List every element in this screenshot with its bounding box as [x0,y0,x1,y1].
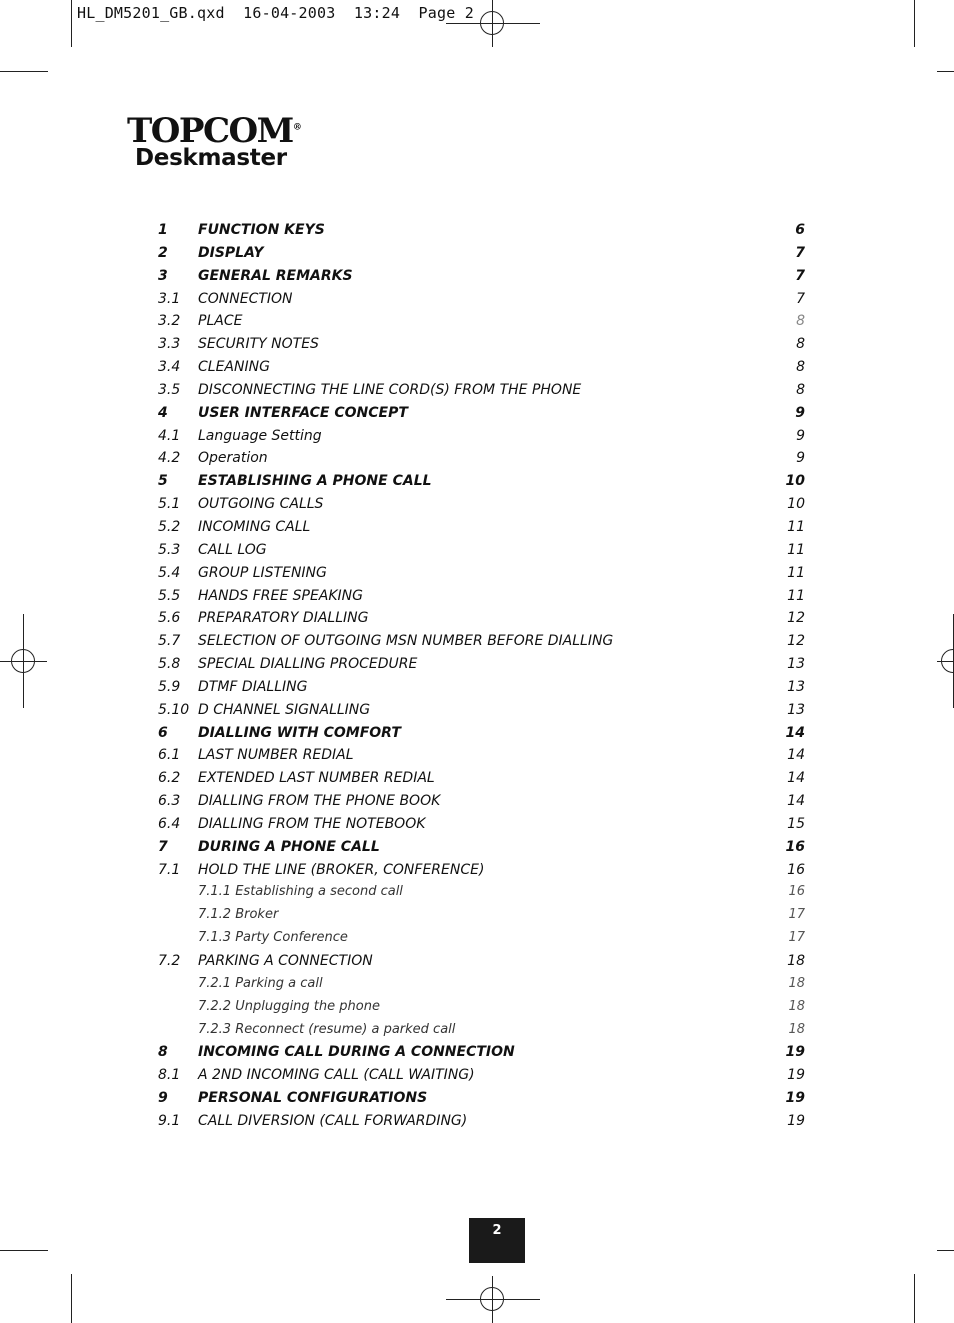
toc-entry-title: HANDS FREE SPEAKING [198,587,363,604]
toc-entry [158,722,805,745]
toc-entry-page: 13 [787,701,805,718]
toc-entry-page: 8 [796,359,805,376]
toc-entry-page: 15 [787,815,805,832]
toc-entry-number: 3.3 [158,336,181,353]
toc-entry-title: Operation [198,450,268,467]
toc-entry-page: 9 [796,427,805,444]
toc-entry-page: 13 [787,656,805,673]
toc-entry-title: Language Setting [198,427,322,444]
registration-mark-icon [480,11,504,35]
toc-entry [158,539,805,562]
toc-entry [158,904,805,927]
toc-entry-title: FUNCTION KEYS [198,222,325,238]
topcom-logo: TOPCOM® [127,111,302,151]
toc-entry-title: 7.2.2 Unplugging the phone [198,998,380,1014]
toc-entry-page: 6 [795,222,805,238]
toc-entry [158,265,805,288]
toc-entry [158,562,805,585]
toc-entry-title: DURING A PHONE CALL [198,838,380,855]
toc-entry-number: 8 [158,1044,168,1061]
toc-entry [158,1064,805,1087]
toc-entry-title: DTMF DIALLING [198,678,308,695]
toc-entry-number: 8.1 [158,1067,181,1084]
toc-entry [158,288,805,311]
toc-entry-page: 8 [796,313,805,330]
toc-entry-number: 6.2 [158,770,181,787]
toc-entry-number: 9.1 [158,1112,181,1129]
toc-entry-number: 7 [158,838,168,855]
toc-entry-page: 13 [787,678,805,695]
crop-mark [71,0,72,47]
toc-entry [158,996,805,1019]
toc-entry [158,859,805,882]
toc-entry-title: PERSONAL CONFIGURATIONS [198,1090,428,1107]
toc-entry-number: 5.7 [158,633,181,650]
toc-entry-title: 7.1.1 Establishing a second call [198,884,403,900]
registration-mark-icon [480,1287,504,1311]
crop-mark [71,1274,72,1323]
toc-entry-title: DIALLING WITH COMFORT [198,724,401,741]
crop-mark [0,1250,48,1251]
toc-entry-title: EXTENDED LAST NUMBER REDIAL [198,770,435,787]
toc-entry [158,425,805,448]
toc-entry-title: 7.2.1 Parking a call [198,975,323,991]
toc-entry-page: 8 [796,336,805,353]
crop-mark [0,71,48,72]
toc-entry-title: A 2ND INCOMING CALL (CALL WAITING) [198,1067,475,1084]
toc-entry-page: 16 [785,838,805,855]
toc-entry-page: 18 [788,1021,805,1037]
toc-entry [158,1087,805,1110]
toc-entry-page: 19 [785,1090,805,1107]
toc-entry-number: 9 [158,1090,168,1107]
toc-entry-page: 11 [787,541,805,558]
registration-mark-icon [11,649,35,673]
toc-entry-number: 5.4 [158,564,181,581]
toc-entry [158,881,805,904]
toc-entry-page: 16 [787,861,805,878]
toc-entry [158,242,805,265]
toc-entry-number: 3.5 [158,381,181,398]
toc-entry-number: 5.8 [158,656,181,673]
toc-entry [158,470,805,493]
toc-entry-title: DIALLING FROM THE PHONE BOOK [198,793,441,810]
toc-entry-title: SELECTION OF OUTGOING MSN NUMBER BEFORE DIALLING [198,633,614,650]
toc-entry-number: 6.3 [158,793,181,810]
toc-entry-title: INCOMING CALL [198,518,311,535]
crop-mark [937,1250,954,1251]
toc-entry [158,676,805,699]
toc-entry [158,630,805,653]
toc-entry-title: ESTABLISHING A PHONE CALL [198,473,432,490]
print-header: HL_DM5201_GB.qxd 16-04-2003 13:24 Page 2 [77,4,474,22]
toc-entry-number: 6.4 [158,815,181,832]
toc-entry-page: 9 [796,450,805,467]
toc-entry-title: GENERAL REMARKS [198,267,353,284]
toc-entry-page: 16 [788,884,805,900]
toc-entry [158,1110,805,1133]
toc-entry [158,1019,805,1042]
toc-entry [158,310,805,333]
toc-entry-number: 5.9 [158,678,181,695]
product-name: Deskmaster [135,145,287,171]
toc-entry [158,356,805,379]
toc-entry-title: PLACE [198,313,243,330]
toc-entry-title: PARKING A CONNECTION [198,953,373,969]
toc-entry-number: 4.2 [158,450,181,467]
toc-entry-title: DISCONNECTING THE LINE CORD(S) FROM THE PHONE [198,381,582,398]
toc-entry [158,607,805,630]
toc-entry-title: PREPARATORY DIALLING [198,610,369,627]
toc-entry-number: 2 [158,244,168,261]
toc-entry-number: 7.2 [158,953,181,969]
toc-entry-title: LAST NUMBER REDIAL [198,747,354,764]
toc-entry-title: CONNECTION [198,290,293,307]
toc-entry-page: 17 [788,907,805,923]
toc-entry-number: 4 [158,404,168,421]
toc-entry-page: 14 [787,770,805,787]
toc-entry-title: SPECIAL DIALLING PROCEDURE [198,656,418,673]
toc-entry-title: 7.1.2 Broker [198,907,279,923]
toc-entry-title: DISPLAY [198,244,264,261]
toc-entry-number: 7.1 [158,861,181,878]
toc-entry-page: 18 [787,953,805,969]
toc-entry-page: 10 [787,496,805,513]
toc-entry-number: 4.1 [158,427,181,444]
toc-entry [158,767,805,790]
toc-entry [158,790,805,813]
toc-entry-page: 14 [787,793,805,810]
toc-entry-title: OUTGOING CALLS [198,496,324,513]
toc-entry [158,379,805,402]
toc-entry [158,813,805,836]
toc-entry-page: 7 [796,290,805,307]
toc-entry-number: 1 [158,222,168,238]
registration-mark-icon [941,649,954,673]
toc-entry-number: 5.1 [158,496,181,513]
table-of-contents [158,219,805,1133]
toc-entry [158,402,805,425]
toc-entry-page: 19 [785,1044,805,1061]
toc-entry-title: SECURITY NOTES [198,336,319,353]
toc-entry-page: 10 [785,473,805,490]
toc-entry [158,699,805,722]
toc-entry-title: USER INTERFACE CONCEPT [198,404,408,421]
toc-entry-title: D CHANNEL SIGNALLING [198,701,371,718]
toc-entry-page: 19 [787,1067,805,1084]
toc-entry-number: 5.6 [158,610,181,627]
toc-entry-title: 7.1.3 Party Conference [198,930,348,946]
toc-entry-page: 14 [785,724,805,741]
page-number-badge: 2 [469,1218,525,1263]
toc-entry-page: 11 [787,587,805,604]
toc-entry-number: 6.1 [158,747,181,764]
toc-entry-page: 17 [788,930,805,946]
toc-entry-page: 18 [788,975,805,991]
crop-mark [914,0,915,47]
toc-entry-number: 5.2 [158,518,181,535]
toc-entry [158,219,805,242]
toc-entry [158,653,805,676]
toc-entry [158,744,805,767]
toc-entry-title: CALL LOG [198,541,267,558]
toc-entry-number: 5.3 [158,541,181,558]
toc-entry-number: 5.5 [158,587,181,604]
toc-entry-page: 18 [788,998,805,1014]
toc-entry-page: 8 [796,381,805,398]
toc-entry-page: 19 [787,1112,805,1129]
toc-entry-title: INCOMING CALL DURING A CONNECTION [198,1044,515,1061]
toc-entry [158,1041,805,1064]
toc-entry-page: 12 [787,633,805,650]
toc-entry [158,927,805,950]
toc-entry [158,585,805,608]
toc-entry [158,447,805,470]
toc-entry [158,516,805,539]
toc-entry [158,950,805,973]
toc-entry-number: 3 [158,267,168,284]
toc-entry-number: 3.2 [158,313,181,330]
toc-entry-title: CLEANING [198,359,270,376]
crop-mark [914,1274,915,1323]
toc-entry-number: 3.1 [158,290,181,307]
toc-entry-page: 11 [787,564,805,581]
toc-entry-page: 7 [795,244,805,261]
toc-entry-page: 7 [795,267,805,284]
toc-entry-number: 5 [158,473,168,490]
toc-entry-title: 7.2.3 Reconnect (resume) a parked call [198,1021,456,1037]
toc-entry [158,973,805,996]
toc-entry-number: 3.4 [158,359,181,376]
toc-entry-title: HOLD THE LINE (BROKER, CONFERENCE) [198,861,485,878]
toc-entry-page: 14 [787,747,805,764]
toc-entry-page: 12 [787,610,805,627]
toc-entry-number: 6 [158,724,168,741]
toc-entry-title: DIALLING FROM THE NOTEBOOK [198,815,426,832]
toc-entry-number: 5.10 [158,701,190,718]
toc-entry [158,333,805,356]
toc-entry [158,836,805,859]
toc-entry-page: 11 [787,518,805,535]
toc-entry-title: GROUP LISTENING [198,564,327,581]
toc-entry [158,493,805,516]
toc-entry-title: CALL DIVERSION (CALL FORWARDING) [198,1112,468,1129]
toc-entry-page: 9 [795,404,805,421]
crop-mark [937,71,954,72]
